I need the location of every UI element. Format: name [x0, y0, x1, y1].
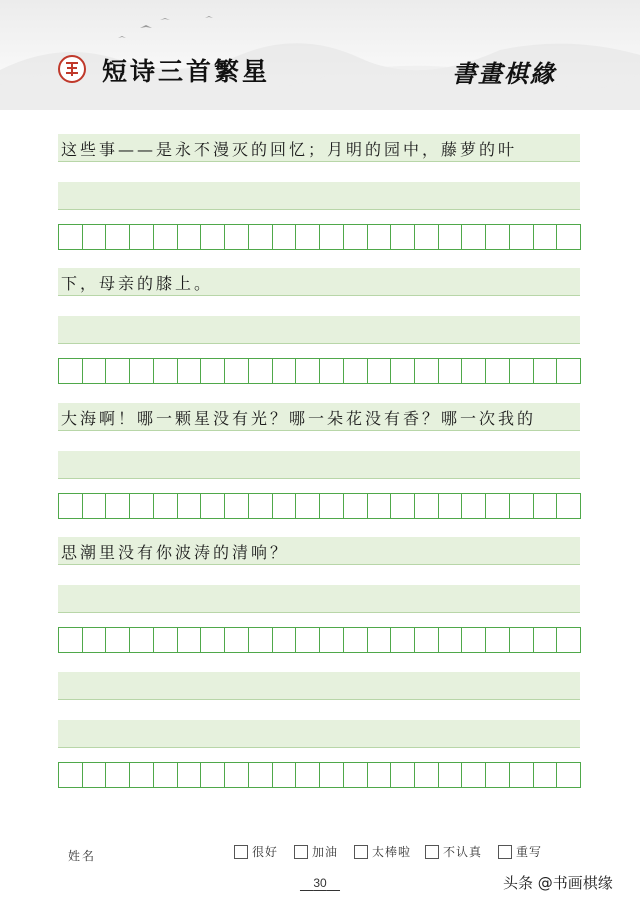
rating-label: 不认真 [443, 845, 483, 859]
writing-grid-cell[interactable] [414, 224, 439, 250]
writing-grid-cell[interactable] [224, 762, 249, 788]
writing-grid-cell[interactable] [556, 358, 581, 384]
writing-grid-cell[interactable] [129, 627, 154, 653]
practice-line-2: 下，母亲的膝上。 [61, 274, 214, 293]
rating-checkbox[interactable] [498, 845, 512, 859]
writing-grid-cell[interactable] [390, 358, 415, 384]
writing-grid-cell[interactable] [248, 627, 273, 653]
writing-grid-cell[interactable] [509, 762, 534, 788]
text-band-1 [58, 134, 580, 162]
trace-band-4 [58, 585, 580, 613]
writing-grid-cell[interactable] [295, 358, 320, 384]
rating-checkbox[interactable] [294, 845, 308, 859]
writing-grid-cell[interactable] [295, 493, 320, 519]
writing-grid-cell[interactable] [509, 627, 534, 653]
writing-grid-cell[interactable] [533, 224, 558, 250]
writing-grid-cell[interactable] [509, 493, 534, 519]
writing-grid-5[interactable] [58, 762, 580, 788]
writing-grid-cell[interactable] [343, 627, 368, 653]
text-band-4 [58, 537, 580, 565]
writing-grid-cell[interactable] [461, 762, 486, 788]
writing-grid-cell[interactable] [272, 762, 297, 788]
writing-grid-cell[interactable] [272, 358, 297, 384]
writing-grid-cell[interactable] [343, 493, 368, 519]
trace-band-2 [58, 316, 580, 344]
writing-grid-cell[interactable] [295, 762, 320, 788]
writing-grid-cell[interactable] [485, 493, 510, 519]
writing-grid-cell[interactable] [556, 627, 581, 653]
trace-band-5 [58, 720, 580, 748]
text-band-5 [58, 672, 580, 700]
writing-grid-cell[interactable] [556, 493, 581, 519]
writing-grid-cell[interactable] [367, 358, 392, 384]
writing-grid-cell[interactable] [177, 224, 202, 250]
writing-grid-2[interactable] [58, 358, 580, 384]
writing-grid-cell[interactable] [485, 224, 510, 250]
writing-grid-cell[interactable] [82, 627, 107, 653]
rating-label: 太棒啦 [372, 845, 412, 859]
writing-grid-cell[interactable] [105, 762, 130, 788]
writing-grid-cell[interactable] [58, 762, 83, 788]
writing-grid-cell[interactable] [272, 493, 297, 519]
writing-grid-cell[interactable] [461, 627, 486, 653]
writing-grid-cell[interactable] [485, 627, 510, 653]
writing-grid-cell[interactable] [367, 762, 392, 788]
writing-grid-cell[interactable] [556, 224, 581, 250]
writing-grid-cell[interactable] [533, 762, 558, 788]
writing-grid-cell[interactable] [248, 358, 273, 384]
writing-grid-cell[interactable] [556, 762, 581, 788]
writing-grid-cell[interactable] [224, 627, 249, 653]
writing-grid-cell[interactable] [343, 224, 368, 250]
writing-grid-cell[interactable] [82, 358, 107, 384]
writing-grid-cell[interactable] [82, 762, 107, 788]
practice-line-3: 大海啊！哪一颗星没有光？哪一朵花没有香？哪一次我的 [61, 409, 537, 428]
writing-grid-cell[interactable] [367, 627, 392, 653]
writing-grid-cell[interactable] [414, 493, 439, 519]
writing-grid-cell[interactable] [177, 493, 202, 519]
writing-grid-cell[interactable] [367, 224, 392, 250]
writing-grid-cell[interactable] [319, 224, 344, 250]
writing-grid-cell[interactable] [177, 627, 202, 653]
writing-grid-cell[interactable] [224, 224, 249, 250]
writing-grid-cell[interactable] [105, 493, 130, 519]
writing-grid-cell[interactable] [200, 358, 225, 384]
writing-grid-cell[interactable] [319, 762, 344, 788]
page-number-value: 30 [313, 876, 327, 890]
writing-grid-cell[interactable] [200, 493, 225, 519]
writing-grid-cell[interactable] [533, 493, 558, 519]
writing-grid-1[interactable] [58, 224, 580, 250]
logo-seal-icon [58, 55, 86, 83]
writing-grid-cell[interactable] [200, 224, 225, 250]
brand-name: 書畫棋緣 [452, 59, 556, 88]
writing-grid-cell[interactable] [390, 493, 415, 519]
writing-grid-cell[interactable] [82, 224, 107, 250]
writing-grid-cell[interactable] [272, 224, 297, 250]
writing-grid-cell[interactable] [414, 762, 439, 788]
name-label: 姓名 [68, 849, 97, 863]
writing-grid-cell[interactable] [533, 358, 558, 384]
text-band-3 [58, 403, 580, 431]
writing-grid-cell[interactable] [248, 224, 273, 250]
writing-grid-cell[interactable] [438, 493, 463, 519]
writing-grid-cell[interactable] [390, 762, 415, 788]
writing-grid-cell[interactable] [319, 358, 344, 384]
writing-grid-cell[interactable] [272, 627, 297, 653]
rating-option-1[interactable] [234, 843, 278, 860]
writing-grid-cell[interactable] [485, 762, 510, 788]
writing-grid-cell[interactable] [105, 358, 130, 384]
writing-grid-cell[interactable] [343, 358, 368, 384]
writing-grid-cell[interactable] [58, 493, 83, 519]
writing-grid-cell[interactable] [129, 224, 154, 250]
writing-grid-cell[interactable] [129, 358, 154, 384]
writing-grid-cell[interactable] [319, 627, 344, 653]
writing-grid-cell[interactable] [153, 627, 178, 653]
writing-grid-cell[interactable] [58, 358, 83, 384]
writing-grid-cell[interactable] [438, 358, 463, 384]
writing-grid-cell[interactable] [461, 358, 486, 384]
writing-grid-cell[interactable] [295, 627, 320, 653]
rating-checkbox[interactable] [354, 845, 368, 859]
writing-grid-cell[interactable] [224, 358, 249, 384]
rating-label: 加油 [312, 845, 339, 859]
page-title: 短诗三首繁星 [102, 57, 271, 86]
practice-line-4: 思潮里没有你波涛的清响？ [61, 543, 290, 562]
writing-grid-cell[interactable] [367, 493, 392, 519]
writing-grid-cell[interactable] [105, 224, 130, 250]
writing-grid-cell[interactable] [200, 627, 225, 653]
practice-line-1: 这些事——是永不漫灭的回忆；月明的园中，藤萝的叶 [61, 140, 518, 159]
writing-grid-cell[interactable] [153, 358, 178, 384]
watermark: 头条 @书画棋缘 [503, 874, 613, 892]
writing-grid-cell[interactable] [248, 762, 273, 788]
writing-grid-cell[interactable] [485, 358, 510, 384]
trace-band-3 [58, 451, 580, 479]
writing-grid-cell[interactable] [224, 493, 249, 519]
writing-grid-cell[interactable] [509, 224, 534, 250]
writing-grid-cell[interactable] [58, 224, 83, 250]
writing-grid-cell[interactable] [438, 224, 463, 250]
writing-grid-3[interactable] [58, 493, 580, 519]
writing-grid-cell[interactable] [414, 358, 439, 384]
rating-option-5[interactable] [498, 843, 542, 860]
writing-grid-cell[interactable] [414, 627, 439, 653]
text-band-2 [58, 268, 580, 296]
writing-grid-cell[interactable] [509, 358, 534, 384]
writing-grid-cell[interactable] [438, 762, 463, 788]
rating-option-4[interactable] [425, 843, 482, 860]
rating-option-2[interactable] [294, 843, 338, 860]
writing-grid-cell[interactable] [295, 224, 320, 250]
writing-grid-cell[interactable] [177, 762, 202, 788]
footer-evaluation [0, 843, 640, 867]
writing-grid-cell[interactable] [129, 762, 154, 788]
writing-grid-cell[interactable] [343, 762, 368, 788]
writing-grid-cell[interactable] [248, 493, 273, 519]
rating-option-3[interactable] [354, 843, 411, 860]
writing-grid-4[interactable] [58, 627, 580, 653]
writing-grid-cell[interactable] [82, 493, 107, 519]
writing-grid-cell[interactable] [153, 493, 178, 519]
writing-grid-cell[interactable] [153, 224, 178, 250]
writing-grid-cell[interactable] [105, 627, 130, 653]
rating-label: 很好 [252, 845, 279, 859]
writing-grid-cell[interactable] [200, 762, 225, 788]
writing-grid-cell[interactable] [58, 627, 83, 653]
writing-grid-cell[interactable] [390, 224, 415, 250]
writing-grid-cell[interactable] [438, 627, 463, 653]
trace-band-1 [58, 182, 580, 210]
writing-grid-cell[interactable] [533, 627, 558, 653]
writing-grid-cell[interactable] [319, 493, 344, 519]
writing-grid-cell[interactable] [461, 493, 486, 519]
writing-grid-cell[interactable] [461, 224, 486, 250]
writing-grid-cell[interactable] [153, 762, 178, 788]
rating-checkbox[interactable] [425, 845, 439, 859]
writing-grid-cell[interactable] [177, 358, 202, 384]
writing-grid-cell[interactable] [129, 493, 154, 519]
rating-label: 重写 [516, 845, 543, 859]
writing-grid-cell[interactable] [390, 627, 415, 653]
rating-checkbox[interactable] [234, 845, 248, 859]
